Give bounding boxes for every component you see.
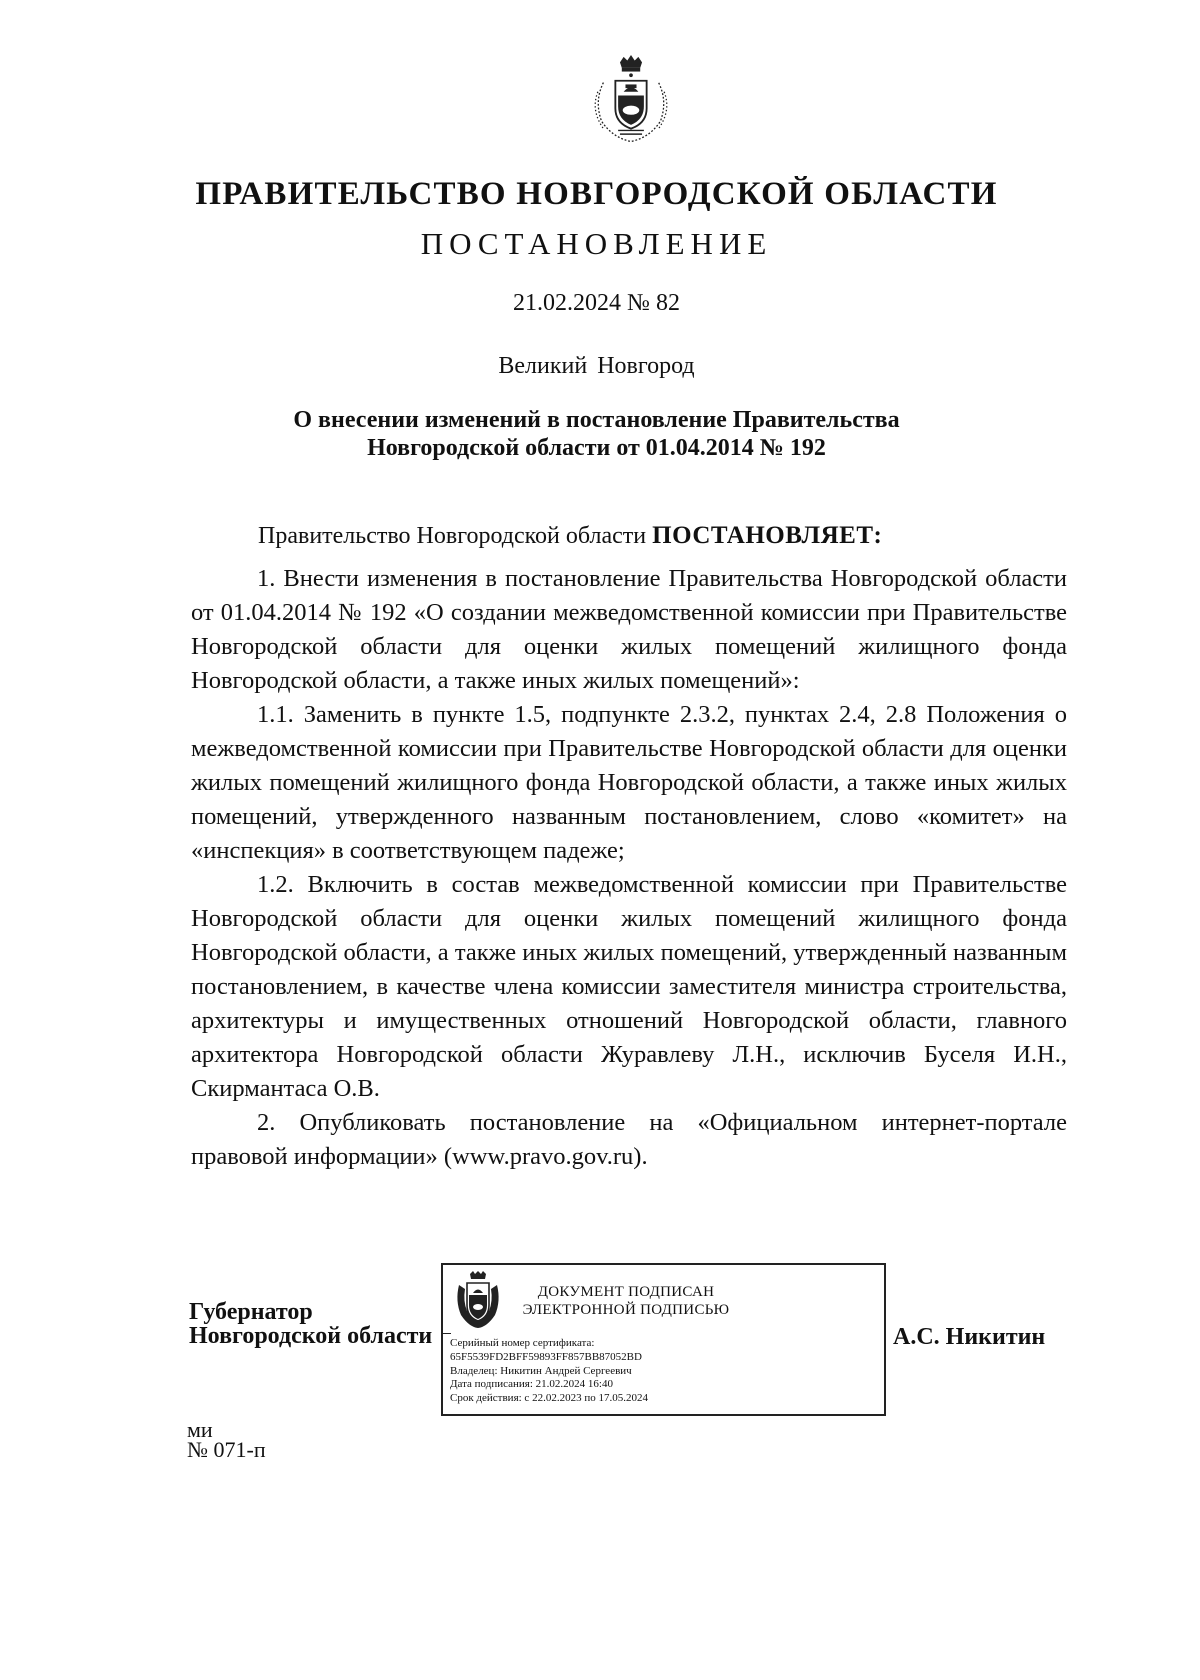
certificate-validity: Срок действия: с 22.02.2023 по 17.05.2024 [450,1392,648,1405]
certificate-owner: Владелец: Никитин Андрей Сергеевич [450,1364,632,1377]
stamp-coat-of-arms-icon [453,1271,503,1329]
signatory-position-line-2: Новгородской области [189,1323,433,1349]
decree-intro [258,522,882,550]
subject-line-1: О внесении изменений в постановление Правительства [293,407,900,433]
stamp-heading-line-2: ЭЛЕКТРОННОЙ ПОДПИСЬЮ [522,1302,730,1318]
electronic-signature-stamp [441,1263,886,1416]
decree-intro-keyword: ПОСТАНОВЛЯЕТ: [652,522,883,549]
registration-footer [187,1417,266,1462]
paragraph-1: 1. Внести изменения в постановление Правительства Новгородской области от 01.04.2014 № 192 «О создании межведомственной комиссии при Правительстве Новгородской области для оценки жилых помещений жилищного фонда Новгородской области, а также иных жилых помещений»: [191,565,1067,694]
executor-initials: ми [187,1417,213,1442]
signing-date: Дата подписания: 21.02.2024 16:40 [450,1378,613,1391]
document-body [191,562,1067,1174]
document-date-number: 21.02.2024 № 82 [513,290,680,316]
certificate-serial: 65F5539FD2BFF59893FF857BB87052BD [450,1350,642,1363]
stamp-heading [521,1283,731,1319]
document-subject [40,406,1153,462]
certificate-label: Серийный номер сертификата: [450,1337,595,1349]
signatory-position-line-1: Губернатор [189,1299,313,1325]
signatory-position [189,1300,432,1348]
government-name: ПРАВИТЕЛЬСТВО НОВГОРОДСКОЙ ОБЛАСТИ [195,176,998,212]
paragraph-2: 2. Опубликовать постановление на «Официальном интернет-портале правовой информации» (www.pravo.gov.ru). [191,1109,1067,1170]
subject-line-2: Новгородской области от 01.04.2014 № 192 [367,435,826,461]
registration-number: № 071-п [187,1437,266,1462]
stamp-details [450,1337,648,1406]
decree-intro-text: Правительство Новгородской области [258,523,647,549]
paragraph-1-1: 1.1. Заменить в пункте 1.5, подпункте 2.3.2, пунктах 2.4, 2.8 Положения о межведомственной комиссии при Правительстве Новгородской области для оценки жилых помещений жилищного фонда Новгородской области, а также иных жилых помещений, утвержденного названным постановлением, слово «комитет» на «инспекция» в соответствующем падеже; [191,701,1067,864]
stamp-heading-line-1: ДОКУМЕНТ ПОДПИСАН [537,1284,715,1300]
coat-of-arms-icon [585,55,677,147]
stamp-divider [443,1333,451,1334]
document-city: Великий Новгород [498,353,695,379]
document-type: ПОСТАНОВЛЕНИЕ [420,226,773,261]
signer-name: А.С. Никитин [893,1324,1046,1350]
paragraph-1-2: 1.2. Включить в состав межведомственной комиссии при Правительстве Новгородской области для оценки жилых помещений жилищного фонда Новгородской области, а также иных жилых помещений, утвержденный названным постановлением, в качестве члена комиссии заместителя министра строительства, архитектуры и имущественных отношений Новгородской области, главного архитектора Новгородской области Журавлеву Л.Н., исключив Буселя И.Н., Скирмантаса О.В. [191,871,1067,1102]
